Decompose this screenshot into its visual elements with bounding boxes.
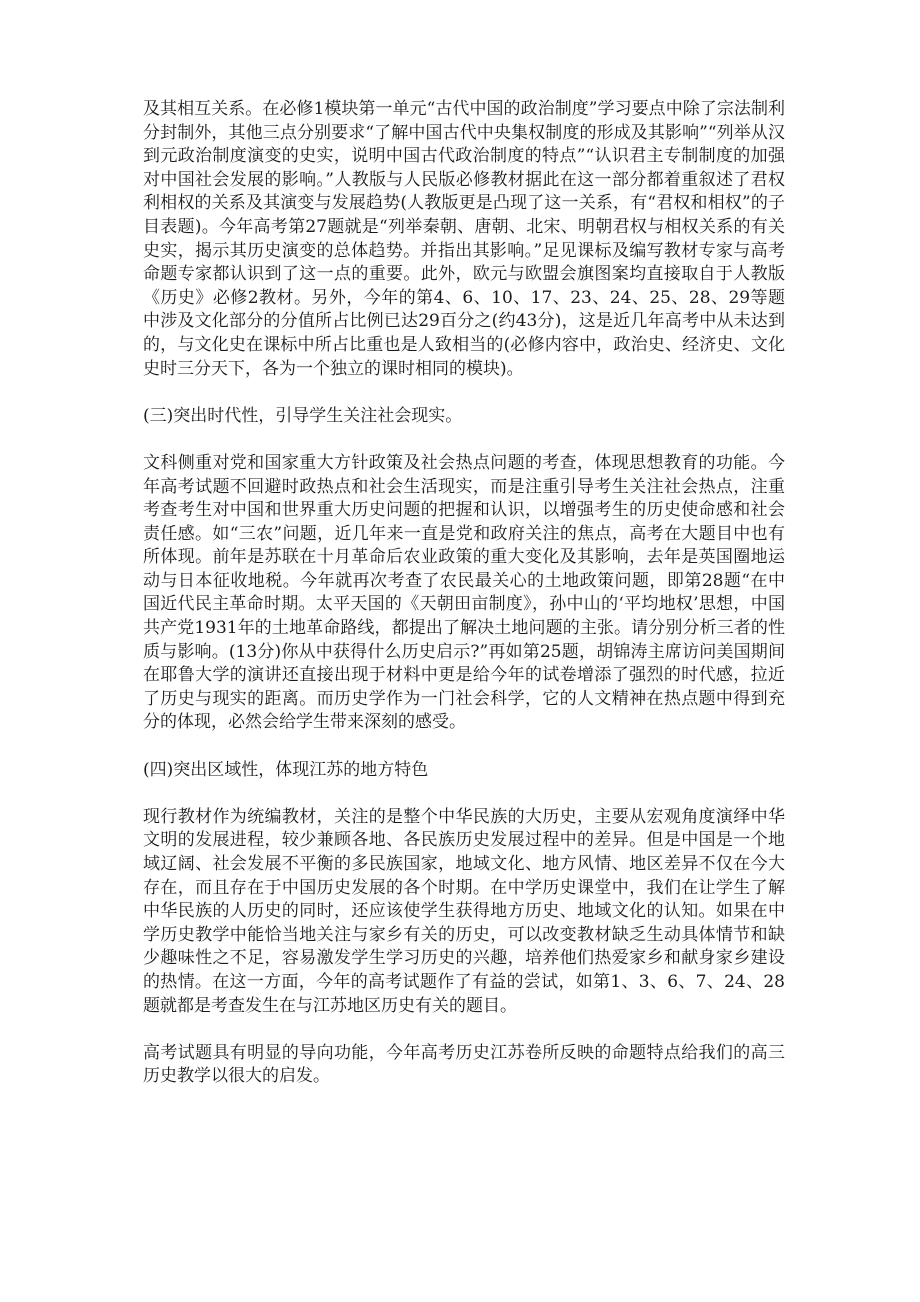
paragraph-section-4: 现行教材作为统编教材，关注的是整个中华民族的大历史，主要从宏观角度演绎中华文明的发展进程，较少兼顾各地、各民族历史发展过程中的差异。但是中国是一个地域辽阔、社会发展不平衡的多民族国家，地域文化、地方风情、地区差异不仅在今大存在，而且存在于中国历史发展的各个时期。在中学历史课堂中，我们在让学生了解中华民族的人历史的同时，还应该使学生获得地方历史、地域文化的认知。如果在中学历史教学中能恰当地关注与家乡有关的历史，可以改变教材缺乏生动具体情节和缺少趣味性之不足，容易激发学生学习历史的兴趣，培养他们热爱家乡和献身家乡建设的热情。在这一方面，今年的高考试题作了有益的尝试，如第1、3、6、7、24、28题就都是考查发生在与江苏地区历史有关的题目。 bbox=[143, 806, 785, 1016]
section-heading-4: (四)突出区域性，体现江苏的地方特色 bbox=[143, 759, 429, 780]
paragraph-conclusion: 高考试题具有明显的导向功能，今年高考历史江苏卷所反映的命题特点给我们的高三历史教学以很大的启发。 bbox=[143, 1042, 785, 1087]
paragraph-section-3: 文科侧重对党和国家重大方针政策及社会热点问题的考查，体现思想教育的功能。今年高考试题不回避时政热点和社会生活现实，而是注重引导考生关注社会热点，注重考查考生对中国和世界重大历史问题的把握和认识，以增强考生的历史使命感和社会责任感。如“三农”问题，近几年来一直是党和政府关注的焦点，高考在大题目中也有所体现。前年是苏联在十月革命后农业政策的重大变化及其影响，去年是英国圈地运动与日本征收地税。今年就再次考查了农民最关心的土地政策问题，即第28题“在中国近代民主革命时期。太平天国的《天朝田亩制度》，孙中山的‘平均地权’思想，中国共产党1931年的土地革命路线，都提出了解决土地问题的主张。请分别分析三者的性质与影响。(13分)你从中获得什么历史启示?”再如第25题，胡锦涛主席访问美国期间在耶鲁大学的演讲还直接出现于材料中更是给今年的试卷增添了强烈的时代感，拉近了历史与现实的距离。而历史学作为一门社会科学，它的人文精神在热点题中得到充分的体现，必然会给学生带来深刻的感受。 bbox=[143, 452, 785, 733]
paragraph-intro-continuation: 及其相互关系。在必修1模块第一单元“古代中国的政治制度”学习要点中除了宗法制利分封制外，其他三点分别要求“了解中国古代中央集权制度的形成及其影响”“列举从汉到元政治制度演变的史实，说明中国古代政治制度的特点”“认识君主专制制度的加强对中国社会发展的影响。”人教版与人民版必修教材据此在这一部分都着重叙述了君权利相权的关系及其演变与发展趋势(人教版更是凸现了这一关系，有“君权和相权”的子目表题)。今年高考第27题就是“列举秦朝、唐朝、北宋、明朝君权与相权关系的有关史实，揭示其历史演变的总体趋势。并指出其影响。”足见课标及编写教材专家与高考命题专家都认识到了这一点的重要。此外，欧元与欧盟会旗图案均直接取自于人教版《历史》必修2教材。另外，今年的第4、6、10、17、23、24、25、28、29等题中涉及文化部分的分值所占比例已达29百分之(约43分)，这是近几年高考中从未达到的，与文化史在课标中所占比重也是人致相当的(必修内容中，政治史、经济史、文化史时三分天下，各为一个独立的课时相同的模块)。 bbox=[143, 99, 785, 379]
section-heading-3: (三)突出时代性，引导学生关注社会现实。 bbox=[143, 405, 463, 426]
document-body bbox=[143, 98, 785, 1113]
